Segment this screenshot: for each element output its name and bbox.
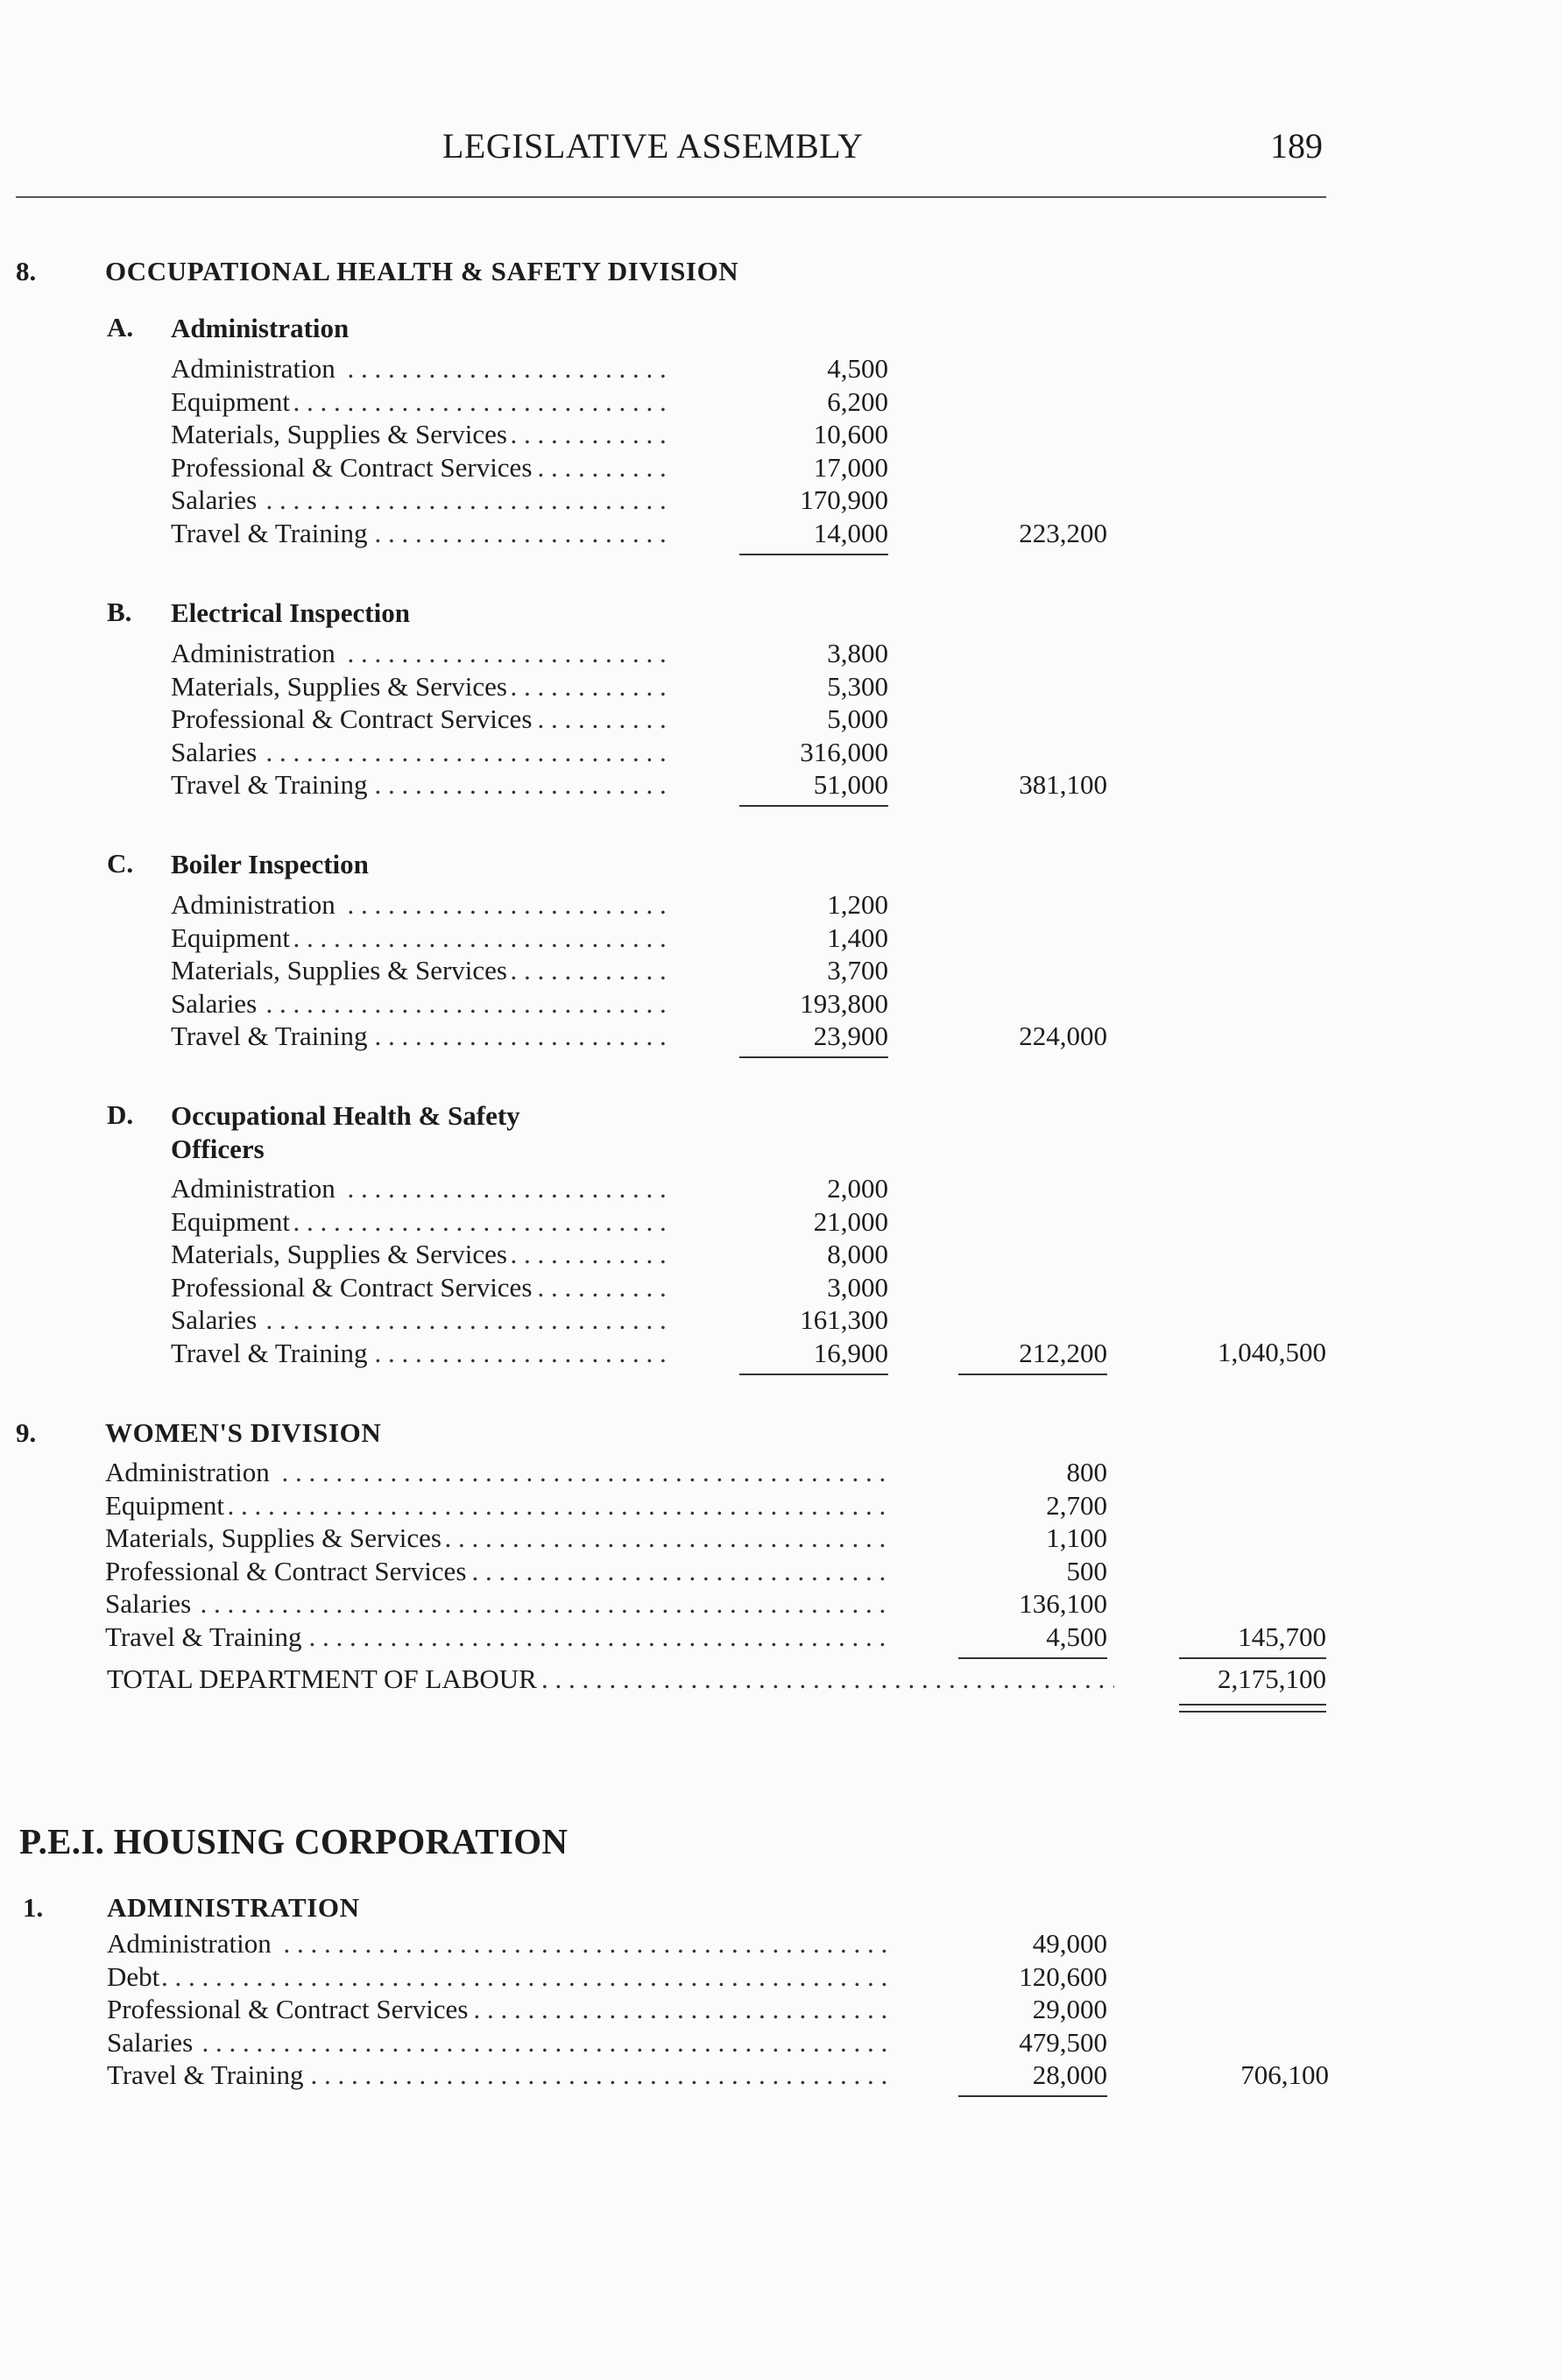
subsection-letter: D. xyxy=(107,1099,134,1130)
section-number: 1. xyxy=(23,1892,44,1923)
division-total: 145,700 xyxy=(1238,1621,1326,1652)
line-item xyxy=(107,1993,895,2026)
department-total-amount: 2,175,100 xyxy=(1218,1663,1326,1694)
line-item-amount: 4,500 xyxy=(827,353,888,384)
header-rule xyxy=(16,196,1326,198)
line-item-label: Administration xyxy=(107,1928,275,1959)
subsection-title: Administration xyxy=(171,313,350,343)
line-item-label: Salaries xyxy=(105,1588,194,1619)
line-item xyxy=(171,451,670,484)
line-item xyxy=(171,922,670,955)
line-item xyxy=(171,987,670,1021)
line-item-amount: 193,800 xyxy=(800,987,888,1019)
line-item-amount: 2,000 xyxy=(827,1173,888,1204)
line-item-amount: 316,000 xyxy=(800,736,888,767)
line-item-label: Salaries xyxy=(171,1304,260,1335)
line-item-label: Materials, Supplies & Services xyxy=(105,1522,445,1553)
line-item-amount: 16,900 xyxy=(813,1337,888,1368)
line-item xyxy=(171,1271,670,1304)
line-item-label: Administration xyxy=(171,638,339,668)
subsection-title-line: Occupational Health & Safety xyxy=(171,1100,520,1131)
subsection-letter: B. xyxy=(107,597,132,627)
double-rule xyxy=(1179,1711,1326,1713)
subsection-subtotal: 223,200 xyxy=(1019,517,1107,548)
department-total-line xyxy=(107,1663,1114,1696)
department-total-label: TOTAL DEPARTMENT OF LABOUR xyxy=(107,1663,540,1694)
amount-rule xyxy=(958,1657,1107,1659)
subsection-subtotal: 212,200 xyxy=(1019,1337,1107,1368)
line-item-amount: 5,000 xyxy=(827,703,888,734)
line-item-amount: 8,000 xyxy=(827,1239,888,1269)
line-item-amount: 3,700 xyxy=(827,955,888,985)
amount-rule xyxy=(739,554,888,555)
subtotal-rule xyxy=(958,1374,1107,1375)
amount-rule xyxy=(739,1374,888,1375)
line-item xyxy=(107,2026,895,2059)
line-item-amount: 21,000 xyxy=(813,1205,888,1237)
line-item-amount: 161,300 xyxy=(800,1304,888,1335)
division-number: 9. xyxy=(16,1417,37,1448)
line-item xyxy=(105,1456,894,1489)
subsection-title xyxy=(171,1099,520,1166)
line-item-amount: 23,900 xyxy=(813,1021,888,1051)
line-item-amount: 2,700 xyxy=(1046,1489,1107,1521)
line-item-label: Equipment xyxy=(171,922,293,953)
line-item-amount: 49,000 xyxy=(1032,1928,1107,1959)
subsection-subtotal: 381,100 xyxy=(1019,769,1107,800)
line-item xyxy=(171,736,670,769)
line-item-label: Travel & Training xyxy=(171,769,371,800)
line-item-amount: 170,900 xyxy=(800,484,888,515)
line-item-amount: 1,200 xyxy=(827,889,888,920)
division-number: 8. xyxy=(16,256,37,286)
amount-rule xyxy=(739,1056,888,1058)
division-total: 1,040,500 xyxy=(1218,1337,1326,1367)
line-item-label: Travel & Training xyxy=(107,2059,307,2090)
section-total: 706,100 xyxy=(1240,2059,1329,2090)
line-item-label: Salaries xyxy=(171,988,260,1019)
line-item xyxy=(171,352,670,385)
line-item-label: Salaries xyxy=(107,2027,196,2058)
line-item xyxy=(171,484,670,517)
line-item xyxy=(171,1238,670,1271)
line-item-amount: 3,000 xyxy=(827,1271,888,1303)
line-item-amount: 1,100 xyxy=(1046,1522,1107,1553)
line-item-label: Administration xyxy=(171,1173,339,1204)
amount-rule xyxy=(958,2095,1107,2097)
line-item-amount: 5,300 xyxy=(827,670,888,702)
line-item-label: Travel & Training xyxy=(171,1338,371,1368)
header-title: LEGISLATIVE ASSEMBLY xyxy=(442,126,864,166)
line-item-label: Travel & Training xyxy=(171,1021,371,1051)
line-item xyxy=(105,1522,894,1555)
line-item-amount: 6,200 xyxy=(827,385,888,417)
leader-dots xyxy=(107,1960,895,1994)
line-item xyxy=(171,1020,670,1053)
line-item-label: Professional & Contract Services xyxy=(105,1556,470,1586)
subsection-title: Electrical Inspection xyxy=(171,597,410,628)
line-item-label: Travel & Training xyxy=(171,518,371,548)
corporation-title: P.E.I. HOUSING CORPORATION xyxy=(19,1821,569,1861)
line-item-amount: 120,600 xyxy=(1019,1960,1107,1992)
line-item-label: Administration xyxy=(171,889,339,920)
line-item-label: Materials, Supplies & Services xyxy=(171,419,511,449)
line-item-amount: 136,100 xyxy=(1019,1588,1107,1619)
division-title: WOMEN'S DIVISION xyxy=(105,1417,382,1448)
line-item xyxy=(105,1489,894,1522)
line-item xyxy=(171,1172,670,1205)
subsection-title: Boiler Inspection xyxy=(171,849,369,879)
line-item-label: Salaries xyxy=(171,737,260,767)
line-item-label: Administration xyxy=(171,353,339,384)
line-item-label: Salaries xyxy=(171,484,260,515)
line-item xyxy=(171,954,670,987)
line-item-amount: 51,000 xyxy=(813,769,888,800)
leader-dots xyxy=(107,2026,895,2059)
line-item xyxy=(171,888,670,922)
subtotal-rule xyxy=(1179,1657,1326,1659)
line-item xyxy=(171,637,670,670)
line-item xyxy=(171,418,670,451)
line-item xyxy=(105,1555,894,1588)
line-item-label: Materials, Supplies & Services xyxy=(171,955,511,985)
line-item xyxy=(171,517,670,550)
line-item xyxy=(171,1337,670,1370)
line-item xyxy=(171,670,670,703)
line-item xyxy=(107,1927,895,1960)
line-item-amount: 14,000 xyxy=(813,517,888,548)
line-item-amount: 3,800 xyxy=(827,638,888,668)
page-number: 189 xyxy=(1270,126,1323,166)
line-item-amount: 10,600 xyxy=(813,419,888,449)
line-item-label: Materials, Supplies & Services xyxy=(171,1239,511,1269)
line-item-amount: 800 xyxy=(1066,1457,1107,1487)
line-item-amount: 17,000 xyxy=(813,451,888,483)
line-item-label: Professional & Contract Services xyxy=(171,703,535,734)
subsection-title-line: Officers xyxy=(171,1134,265,1164)
subsection-subtotal: 224,000 xyxy=(1019,1021,1107,1051)
line-item-label: Equipment xyxy=(171,386,293,417)
line-item xyxy=(105,1587,894,1621)
division-title: OCCUPATIONAL HEALTH & SAFETY DIVISION xyxy=(105,256,739,286)
line-item-label: Professional & Contract Services xyxy=(171,452,535,483)
leader-dots xyxy=(105,1587,894,1621)
line-item xyxy=(107,1960,895,1994)
line-item-label: Administration xyxy=(105,1457,273,1487)
line-item xyxy=(107,2059,895,2092)
amount-rule xyxy=(739,805,888,807)
line-item xyxy=(171,1205,670,1239)
line-item xyxy=(171,768,670,802)
line-item-amount: 1,400 xyxy=(827,922,888,953)
line-item-label: Equipment xyxy=(105,1490,228,1521)
section-title: ADMINISTRATION xyxy=(107,1892,360,1923)
line-item xyxy=(171,1303,670,1337)
line-item-label: Travel & Training xyxy=(105,1621,306,1652)
line-item xyxy=(171,703,670,736)
line-item-amount: 479,500 xyxy=(1019,2026,1107,2058)
line-item-amount: 28,000 xyxy=(1032,2059,1107,2090)
line-item-amount: 500 xyxy=(1066,1555,1107,1586)
line-item-label: Equipment xyxy=(171,1206,293,1237)
double-rule xyxy=(1179,1704,1326,1706)
subsection-letter: A. xyxy=(107,312,134,343)
subsection-letter: C. xyxy=(107,848,134,879)
line-item xyxy=(171,385,670,419)
line-item-label: Materials, Supplies & Services xyxy=(171,671,511,702)
line-item-amount: 29,000 xyxy=(1032,1994,1107,2024)
line-item-label: Debt xyxy=(107,1961,163,1992)
line-item-amount: 4,500 xyxy=(1046,1621,1107,1652)
line-item-label: Professional & Contract Services xyxy=(171,1272,535,1303)
line-item xyxy=(105,1621,894,1654)
line-item-label: Professional & Contract Services xyxy=(107,1994,471,2024)
